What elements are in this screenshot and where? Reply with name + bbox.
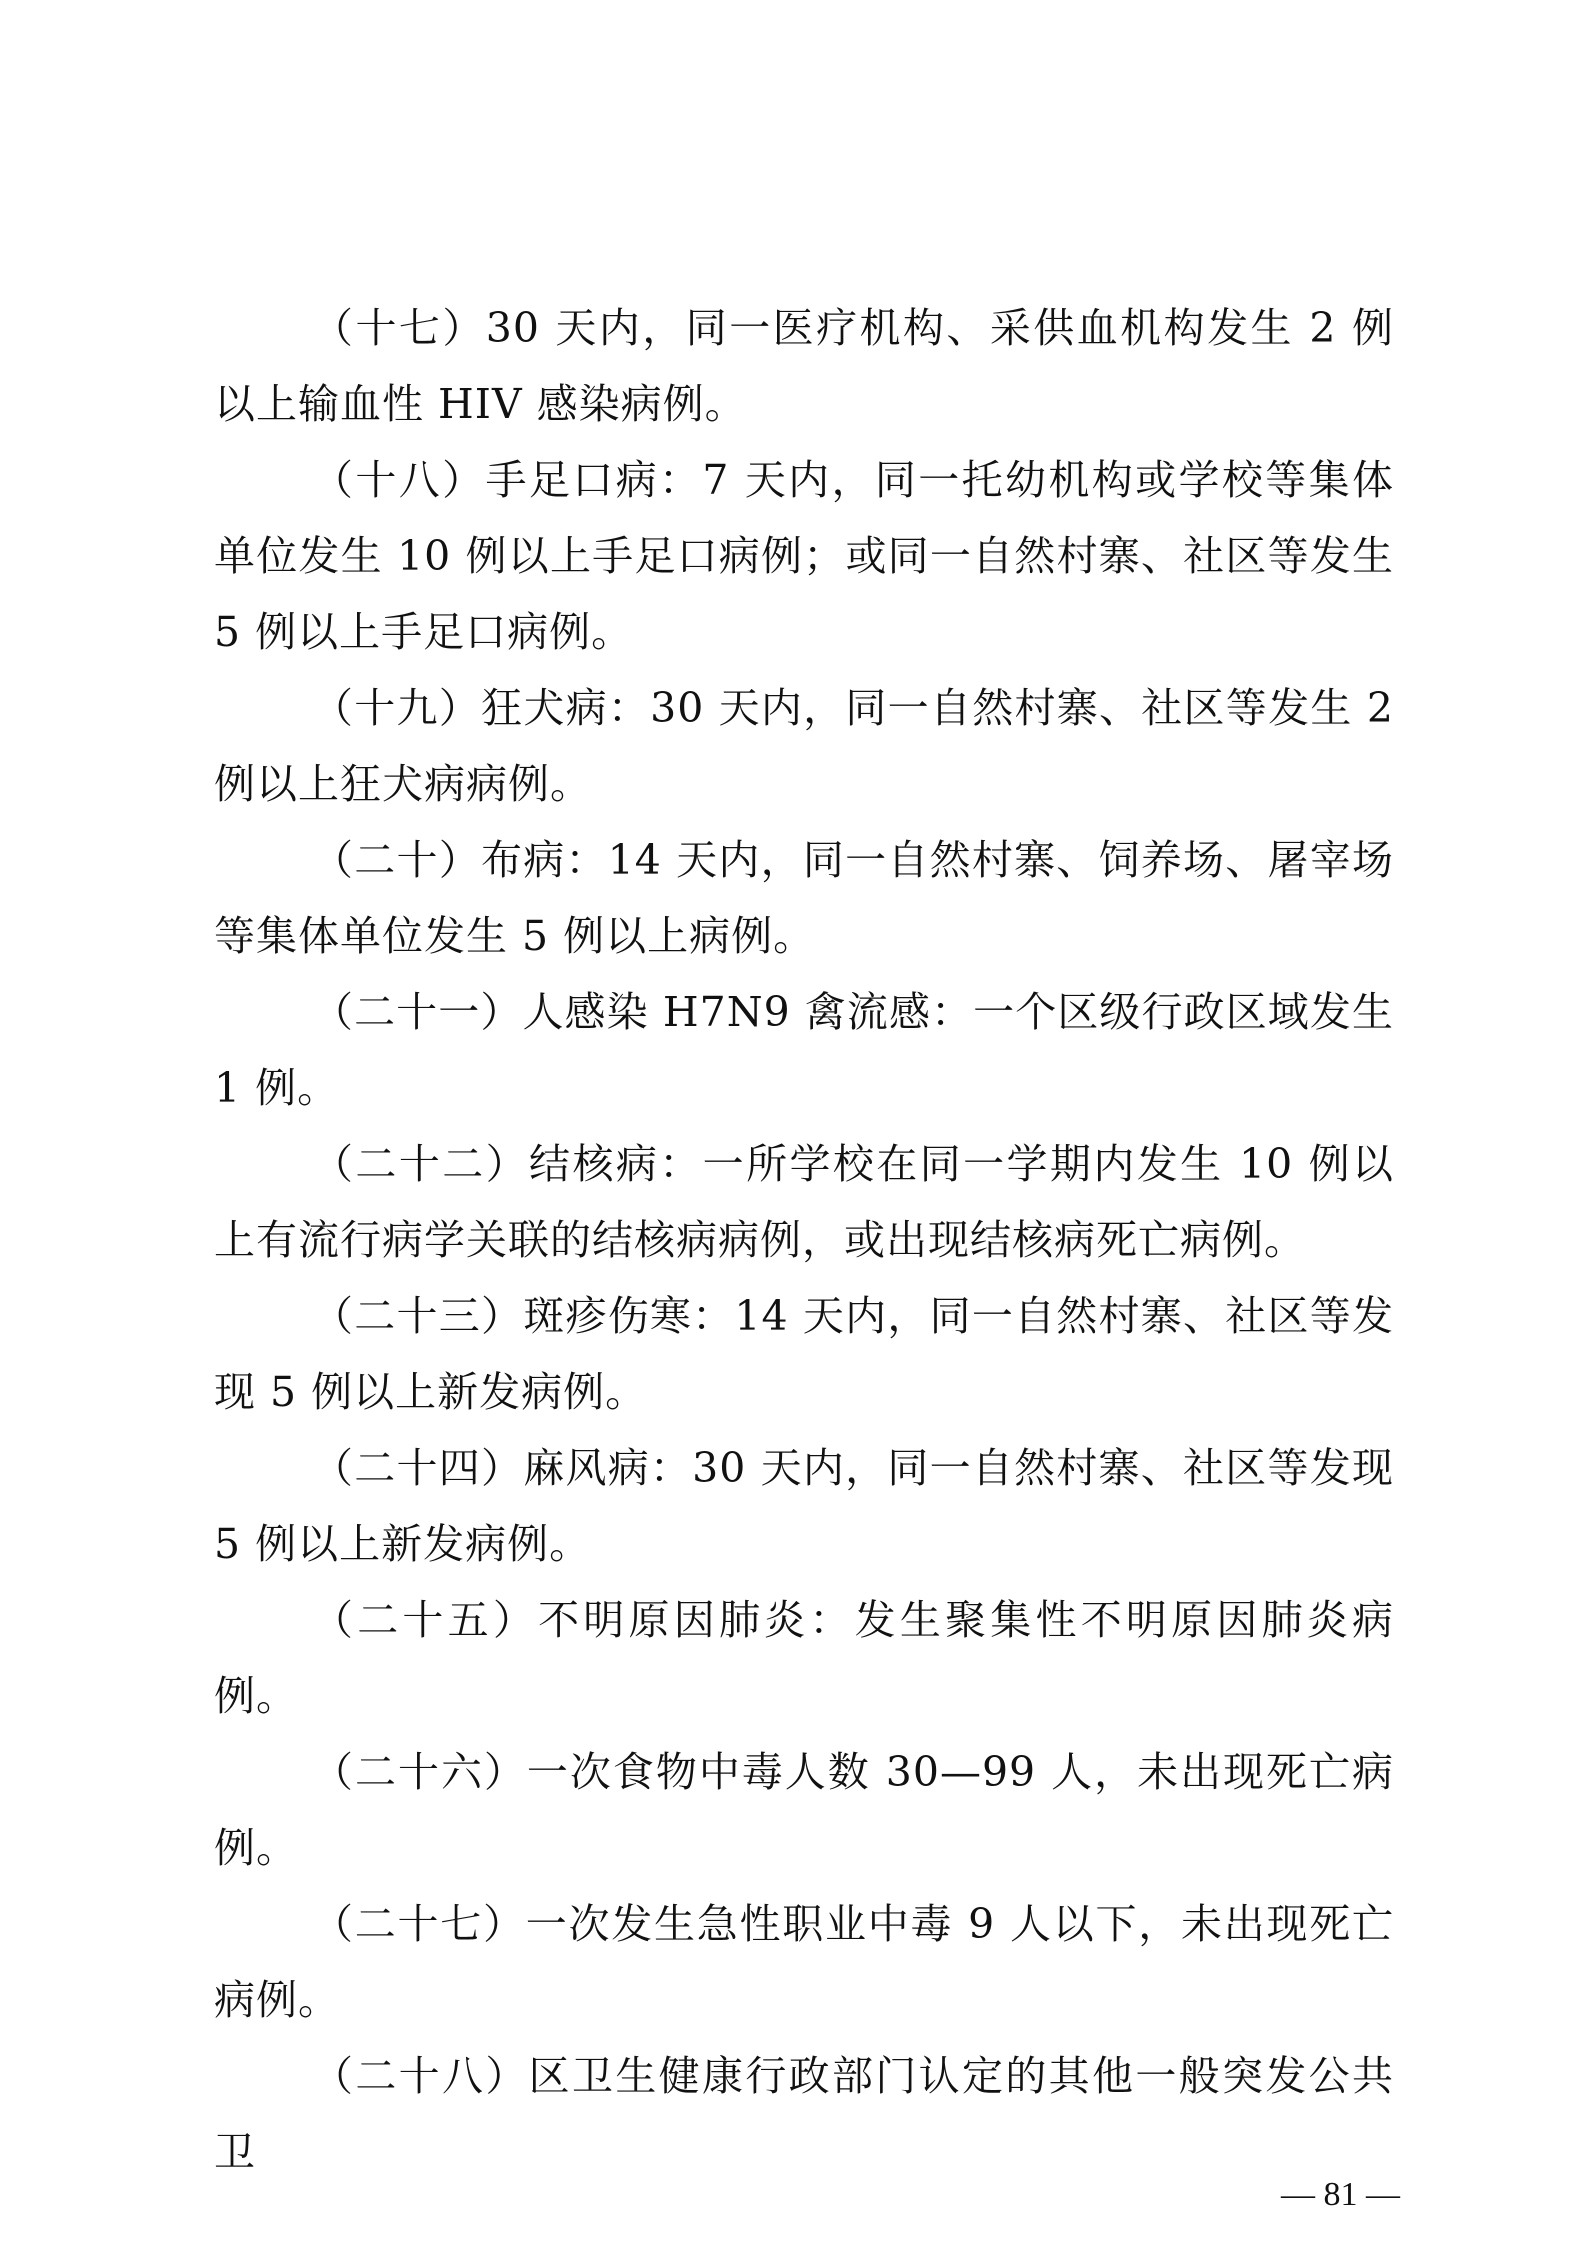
- paragraph-20: （二十）布病：14 天内，同一自然村寨、饲养场、屠宰场等集体单位发生 5 例以上病例。: [214, 836, 1394, 960]
- paragraph-19: （十九）狂犬病：30 天内，同一自然村寨、社区等发生 2 例以上狂犬病病例。: [214, 684, 1394, 808]
- paragraph-23: （二十三）斑疹伤寒：14 天内，同一自然村寨、社区等发现 5 例以上新发病例。: [214, 1292, 1394, 1416]
- paragraph-26: （二十六）一次食物中毒人数 30—99 人，未出现死亡病例。: [214, 1748, 1394, 1872]
- paragraph-17: （十七）30 天内，同一医疗机构、采供血机构发生 2 例以上输血性 HIV 感染病例。: [214, 304, 1394, 428]
- paragraph-25: （二十五）不明原因肺炎：发生聚集性不明原因肺炎病例。: [214, 1596, 1394, 1720]
- page-number: — 81 —: [1281, 2176, 1400, 2213]
- paragraph-22: （二十二）结核病：一所学校在同一学期内发生 10 例以上有流行病学关联的结核病病例，或出现结核病死亡病例。: [214, 1140, 1394, 1264]
- document-body: [214, 290, 1394, 2190]
- paragraph-27: （二十七）一次发生急性职业中毒 9 人以下，未出现死亡病例。: [214, 1900, 1394, 2024]
- paragraph-24: （二十四）麻风病：30 天内，同一自然村寨、社区等发现 5 例以上新发病例。: [214, 1444, 1394, 1568]
- paragraph-18: （十八）手足口病：7 天内，同一托幼机构或学校等集体单位发生 10 例以上手足口病例；或同一自然村寨、社区等发生 5 例以上手足口病例。: [214, 456, 1394, 656]
- paragraph-21: （二十一）人感染 H7N9 禽流感：一个区级行政区域发生 1 例。: [214, 988, 1394, 1112]
- paragraph-28: （二十八）区卫生健康行政部门认定的其他一般突发公共卫: [214, 2052, 1394, 2176]
